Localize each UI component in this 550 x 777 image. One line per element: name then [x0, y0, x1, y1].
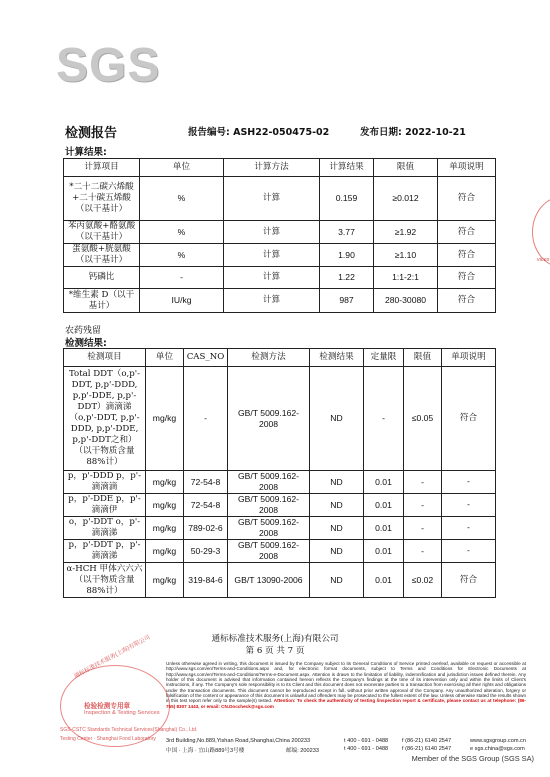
table-row: [64, 540, 496, 563]
table-cell-method: GB/T 5009.162-2008: [228, 494, 310, 517]
table-cell-method: GB/T 5009.162-2008: [228, 540, 310, 563]
footer-company: 通标标准技术服务(上海)有限公司: [211, 634, 339, 644]
calc-results-label: 计算结果:: [65, 147, 107, 158]
postcode-cn: 邮编: 200233: [286, 748, 319, 754]
table-cell-loq: 0.01: [364, 540, 404, 563]
pesticide-results-table: [63, 348, 496, 598]
table-cell-loq: 0.01: [364, 563, 404, 598]
table-cell-cas: -: [184, 367, 228, 471]
disclaimer-text: Unless otherwise agreed in writing, this document is issued by the Company subject to its General Conditions of Service printed overleaf, available on request or accessible at http://www.sgs.com/en/Terms-and-Conditions.aspx and, for electronic format documents, subject to Terms and Conditions for Electronic Documents at http://www.sgs.com/en/Terms-and-Conditions/Terms-e-Document.aspx. Attention is drawn to the limitation of liability, indemnification and jurisdiction issues defined therein. Any holder of this document is advised that information contained hereon reflects the Company's findings at the time of its intervention only and within the limits of Client's instructions, if any. The Company's sole responsibility is to its Client and this document does not exonerate parties to a transaction from exercising all their rights and obligations under the transaction documents. This document cannot be reproduced except in full, without prior written approval of the Company. Any unauthorized alteration, forgery or falsification of the content or appearance of this document is unlawful and offenders may be prosecuted to the fullest extent of the law. Unless otherwise stated the results shown in this test report refer only to the sample(s) tested.: [166, 661, 526, 704]
table-cell-method: 计算: [224, 221, 320, 244]
sgs-member-note: Member of the SGS Group (SGS SA): [411, 754, 534, 763]
table-cell-unit: mg/kg: [146, 563, 184, 598]
table-cell-cas: 50-29-3: [184, 540, 228, 563]
table-row: [64, 494, 496, 517]
report-header: [0, 122, 550, 140]
table-cell-item: p，p'-DDD p，p'-滴滴滴: [64, 471, 146, 494]
table-cell-note: -: [442, 494, 496, 517]
phone-cn: t 400 - 691 - 0488: [344, 746, 389, 752]
legal-disclaimer: [166, 661, 526, 709]
table-cell-note: 符合: [438, 221, 496, 244]
table-cell-note: 符合: [442, 563, 496, 598]
table-cell-item: p，p'-DDE p，p'-滴滴伊: [64, 494, 146, 517]
table-cell-result: ND: [310, 540, 364, 563]
pesticide-residue-title: 农药残留: [65, 326, 102, 336]
table-cell-result: 987: [320, 289, 374, 313]
column-header: 计算方法: [224, 159, 320, 177]
table-cell-note: 符合: [438, 244, 496, 267]
table-row: [64, 563, 496, 598]
table-cell-result: 3.77: [320, 221, 374, 244]
table-cell-item: 蛋氨酸+胱氨酸（以干基计）: [64, 244, 140, 267]
table-cell-item: p，p'-DDT p，p'-滴滴涕: [64, 540, 146, 563]
table-row: [64, 517, 496, 540]
column-header: 单位: [140, 159, 224, 177]
table-cell-limit: -: [404, 494, 442, 517]
fax-en: f (86-21) 6140 2547: [402, 738, 452, 744]
table-cell-item: α-HCH 甲体六六六（以干物质含量88%计）: [64, 563, 146, 598]
table-cell-cas: 789-02-6: [184, 517, 228, 540]
table-row: [64, 471, 496, 494]
table-cell-limit: -: [404, 540, 442, 563]
authenticity-notice: Attention: To check the authenticity of testing /inspection report & certificate, please contact us at telephone: (86-755) 8307 1443, or email: CN.Doccheck@sgs.com: [166, 698, 526, 709]
pesticide-table-header: [64, 349, 496, 367]
edge-seal-text: vices: [537, 257, 550, 263]
table-cell-method: GB/T 5009.162-2008: [228, 367, 310, 471]
table-row: [64, 367, 496, 471]
column-header: 单项说明: [438, 159, 496, 177]
table-cell-result: 0.159: [320, 177, 374, 221]
table-cell-note: 符合: [438, 289, 496, 313]
table-cell-result: ND: [310, 471, 364, 494]
table-row: [64, 221, 496, 244]
table-cell-cas: 319-84-6: [184, 563, 228, 598]
column-header: 单项说明: [442, 349, 496, 367]
column-header: 计算项目: [64, 159, 140, 177]
address-cn: 中国 · 上海 · 宜山路889号3号楼: [166, 748, 245, 754]
table-cell-result: ND: [310, 563, 364, 598]
table-cell-method: GB/T 13090-2006: [228, 563, 310, 598]
table-cell-loq: 0.01: [364, 517, 404, 540]
table-cell-limit: ≤0.02: [404, 563, 442, 598]
table-cell-unit: %: [140, 221, 224, 244]
table-cell-cas: 72-54-8: [184, 471, 228, 494]
stamp-title: 检验检测专用章: [84, 703, 131, 710]
column-header: 定量限: [364, 349, 404, 367]
table-cell-note: 符合: [442, 367, 496, 471]
table-cell-loq: 0.01: [364, 494, 404, 517]
table-cell-note: 符合: [438, 177, 496, 221]
report-title: 检测报告: [65, 126, 118, 141]
stamp-company-en: SGS-CSTC Standards Technical Services(Shanghai) Co., Ltd.: [60, 727, 198, 733]
table-cell-unit: mg/kg: [146, 494, 184, 517]
table-cell-result: 1.90: [320, 244, 374, 267]
sgs-logo: SGS: [56, 39, 161, 92]
table-row: [64, 244, 496, 267]
stamp-subtitle: Inspection & Testing Services: [84, 710, 160, 716]
table-cell-limit: ≥0.012: [374, 177, 438, 221]
table-cell-item: *二十二碳六烯酸+二十碳五烯酸（以干基计）: [64, 177, 140, 221]
table-cell-result: ND: [310, 517, 364, 540]
table-cell-note: -: [442, 471, 496, 494]
website: www.sgsgroup.com.cn: [470, 738, 526, 744]
table-cell-unit: %: [140, 177, 224, 221]
table-cell-note: -: [442, 540, 496, 563]
table-cell-method: 计算: [224, 289, 320, 313]
table-cell-item: 苯丙氨酸+酪氨酸（以干基计）: [64, 221, 140, 244]
table-cell-result: ND: [310, 367, 364, 471]
table-row: [64, 177, 496, 221]
table-row: [64, 267, 496, 289]
table-cell-unit: %: [140, 244, 224, 267]
table-cell-unit: -: [140, 267, 224, 289]
column-header: 检测方法: [228, 349, 310, 367]
column-header: 计算结果: [320, 159, 374, 177]
table-cell-method: GB/T 5009.162-2008: [228, 517, 310, 540]
report-number: 报告编号: ASH22-050475-02: [188, 127, 330, 138]
table-cell-limit: 280-30080: [374, 289, 438, 313]
address-en: 3rd Building,No.889,Yishan Road,Shanghai,China 200233: [166, 738, 311, 744]
table-cell-limit: ≤0.05: [404, 367, 442, 471]
table-cell-unit: IU/kg: [140, 289, 224, 313]
calc-results-table: [63, 158, 496, 313]
table-cell-method: GB/T 5009.162-2008: [228, 471, 310, 494]
table-row: [64, 289, 496, 313]
table-cell-item: *维生素 D（以干基计）: [64, 289, 140, 313]
table-cell-loq: 0.01: [364, 471, 404, 494]
table-cell-limit: ≥1.10: [374, 244, 438, 267]
test-results-label: 检测结果:: [65, 338, 107, 349]
column-header: 限值: [374, 159, 438, 177]
stamp-company: 通标标准技术服务(上海)有限公司: [73, 634, 152, 680]
table-cell-item: o，p'-DDT o，p'-滴滴涕: [64, 517, 146, 540]
table-cell-method: 计算: [224, 244, 320, 267]
table-cell-note: -: [442, 517, 496, 540]
issue-date: 发布日期: 2022-10-21: [360, 127, 466, 138]
stamp-lab: Testing Center · Shanghai Food Laboratory: [60, 736, 156, 742]
calc-table-header: [64, 159, 496, 177]
email: e sgs.china@sgs.com: [470, 746, 525, 752]
table-cell-limit: -: [404, 517, 442, 540]
table-cell-unit: mg/kg: [146, 540, 184, 563]
table-cell-cas: 72-54-8: [184, 494, 228, 517]
phone-en: t 400 - 691 - 0488: [344, 738, 389, 744]
fax-cn: f (86-21) 6140 2547: [402, 746, 452, 752]
table-cell-result: ND: [310, 494, 364, 517]
footer-page-number: 第 6 页 共 7 页: [245, 646, 305, 656]
table-cell-method: 计算: [224, 267, 320, 289]
table-cell-loq: -: [364, 367, 404, 471]
table-cell-result: 1.22: [320, 267, 374, 289]
column-header: 限值: [404, 349, 442, 367]
table-cell-unit: mg/kg: [146, 517, 184, 540]
table-cell-limit: ≥1.92: [374, 221, 438, 244]
table-cell-unit: mg/kg: [146, 367, 184, 471]
table-cell-note: 符合: [438, 267, 496, 289]
column-header: CAS_NO: [184, 349, 228, 367]
table-cell-unit: mg/kg: [146, 471, 184, 494]
table-cell-method: 计算: [224, 177, 320, 221]
table-cell-item: Total DDT（o,p'-DDT, p,p'-DDD, p,p'-DDE, p,p'-DDT）滴滴涕（o,p'-DDT, p,p'-DDD, p,p'-DDE, p,p'-DDT之和）（以干物质含量88%计）: [64, 367, 146, 471]
column-header: 检测结果: [310, 349, 364, 367]
column-header: 单位: [146, 349, 184, 367]
table-cell-limit: 1:1-2:1: [374, 267, 438, 289]
column-header: 检测项目: [64, 349, 146, 367]
table-cell-item: 钙磷比: [64, 267, 140, 289]
table-cell-limit: -: [404, 471, 442, 494]
